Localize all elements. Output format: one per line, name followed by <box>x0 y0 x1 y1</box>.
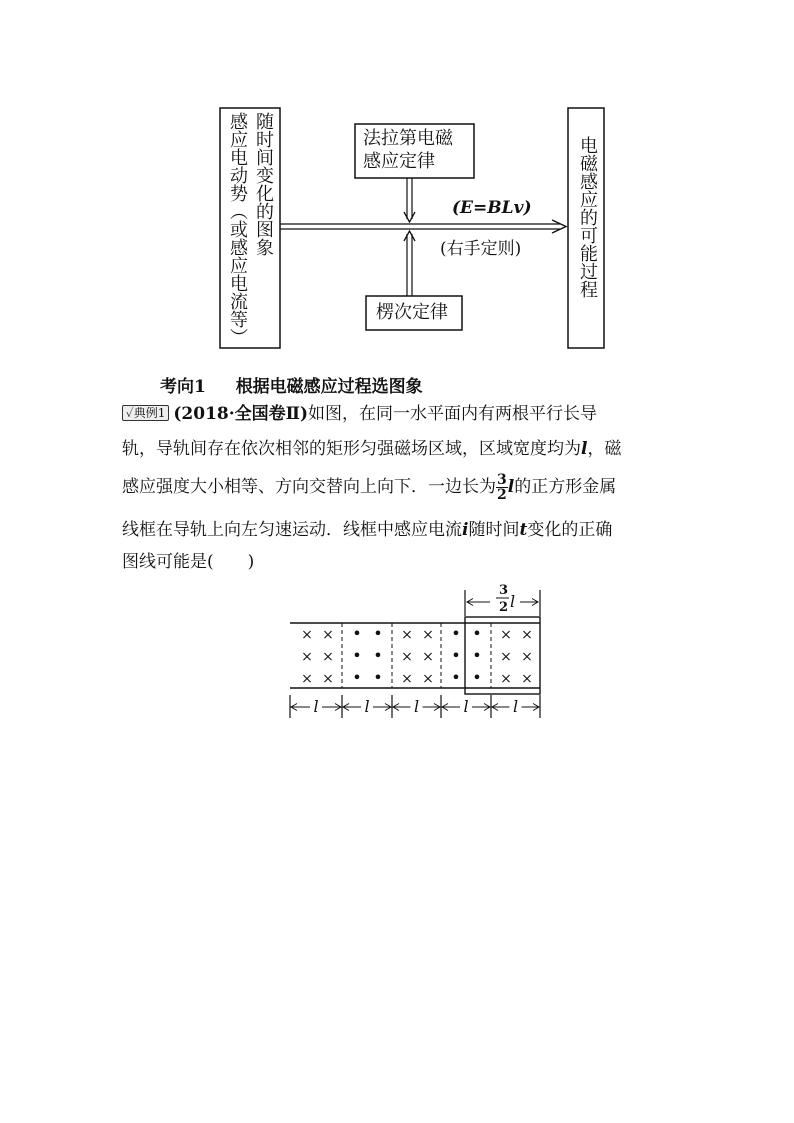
field-into-symbol: × <box>422 627 434 643</box>
problem-line2-end: ，磁 <box>587 439 622 459</box>
field-symbols <box>301 624 533 687</box>
dim-top-num: 3 <box>499 583 509 598</box>
field-into-symbol: × <box>521 627 533 643</box>
field-into-symbol: × <box>422 671 434 687</box>
bottom-box-text: 楞次定律 <box>376 302 448 323</box>
field-into-symbol: × <box>401 671 413 687</box>
problem-line1-text: 如图，在同一水平面内有两根平行长导 <box>308 404 598 424</box>
field-out-symbol: • <box>373 624 383 643</box>
main-arrow-head <box>552 220 566 233</box>
field-into-symbol: × <box>322 627 334 643</box>
up-arrow-head <box>404 231 415 241</box>
problem-line-5 <box>122 543 682 581</box>
section-heading <box>160 372 423 397</box>
problem-line-1 <box>122 395 682 433</box>
field-into-symbol: × <box>322 671 334 687</box>
fraction-three-halves: $\frac{3}{2}$ <box>497 472 507 503</box>
dim-top-den: 2 <box>499 600 509 615</box>
field-out-symbol: • <box>451 624 461 643</box>
left-box-col2: 随时间变化的图象 <box>253 112 274 256</box>
field-out-symbol: • <box>451 668 461 687</box>
field-into-symbol: × <box>322 649 334 665</box>
left-box-col1: 感应电动势（或感应电流等） <box>227 112 248 346</box>
field-out-symbol: • <box>352 624 362 643</box>
right-box-text: 电磁感应的可能过程 <box>577 136 598 298</box>
field-into-symbol: × <box>301 649 313 665</box>
field-out-symbol: • <box>472 646 482 665</box>
var-l-2: l <box>507 477 515 497</box>
field-out-symbol: • <box>373 646 383 665</box>
field-into-symbol: × <box>301 627 313 643</box>
field-out-symbol: • <box>352 646 362 665</box>
field-into-symbol: × <box>500 649 512 665</box>
dim-bottom-label: l <box>463 697 469 716</box>
dim-bottom-label: l <box>413 697 420 716</box>
problem-line2-text: 轨，导轨间存在依次相邻的矩形匀强磁场区域，区域宽度均为 <box>122 439 581 459</box>
problem-line3-end: 的正方形金属 <box>514 477 617 497</box>
field-into-symbol: × <box>401 627 413 643</box>
field-into-symbol: × <box>521 649 533 665</box>
problem-line4-end: 变化的正确 <box>527 520 613 540</box>
upper-arrow-label: (E=BLv) <box>452 198 532 218</box>
bottom-dimension-row <box>290 695 540 718</box>
down-arrow-head <box>404 212 415 222</box>
dim-top-var: l <box>510 592 516 611</box>
problem-line-2 <box>122 430 682 468</box>
problem-line-3 <box>122 468 682 506</box>
section-heading-num: 考向1 <box>160 377 206 397</box>
dim-bottom-label: l <box>313 697 319 716</box>
field-into-symbol: × <box>500 671 512 687</box>
var-i: i <box>462 520 469 540</box>
field-into-symbol: × <box>401 649 413 665</box>
field-out-symbol: • <box>352 668 362 687</box>
lower-arrow-label: (右手定则) <box>440 239 522 259</box>
field-into-symbol: × <box>301 671 313 687</box>
problem-source: (2018·全国卷Ⅱ) <box>173 404 309 424</box>
problem-line5-text: 图线可能是( ) <box>122 552 255 572</box>
example-badge: ✓典例1 <box>122 405 169 421</box>
dim-bottom-label: l <box>364 697 370 716</box>
field-out-symbol: • <box>472 624 482 643</box>
field-into-symbol: × <box>500 627 512 643</box>
field-out-symbol: • <box>373 668 383 687</box>
problem-line4-text: 线框在导轨上向左匀速运动．线框中感应电流 <box>122 520 462 540</box>
top-box-line2: 感应定律 <box>363 151 435 172</box>
field-out-symbol: • <box>451 646 461 665</box>
top-box-line1: 法拉第电磁 <box>363 128 453 149</box>
field-figure <box>0 580 794 730</box>
section-heading-text: 根据电磁感应过程选图象 <box>235 377 423 397</box>
var-t: t <box>519 520 528 540</box>
problem-line3-text: 感应强度大小相等、方向交替向上向下．一边长为 <box>122 477 496 497</box>
problem-line4-mid: 随时间 <box>468 520 520 540</box>
var-l: l <box>581 439 588 459</box>
dim-bottom-label: l <box>512 697 519 716</box>
field-into-symbol: × <box>422 649 434 665</box>
field-out-symbol: • <box>472 668 482 687</box>
field-into-symbol: × <box>521 671 533 687</box>
